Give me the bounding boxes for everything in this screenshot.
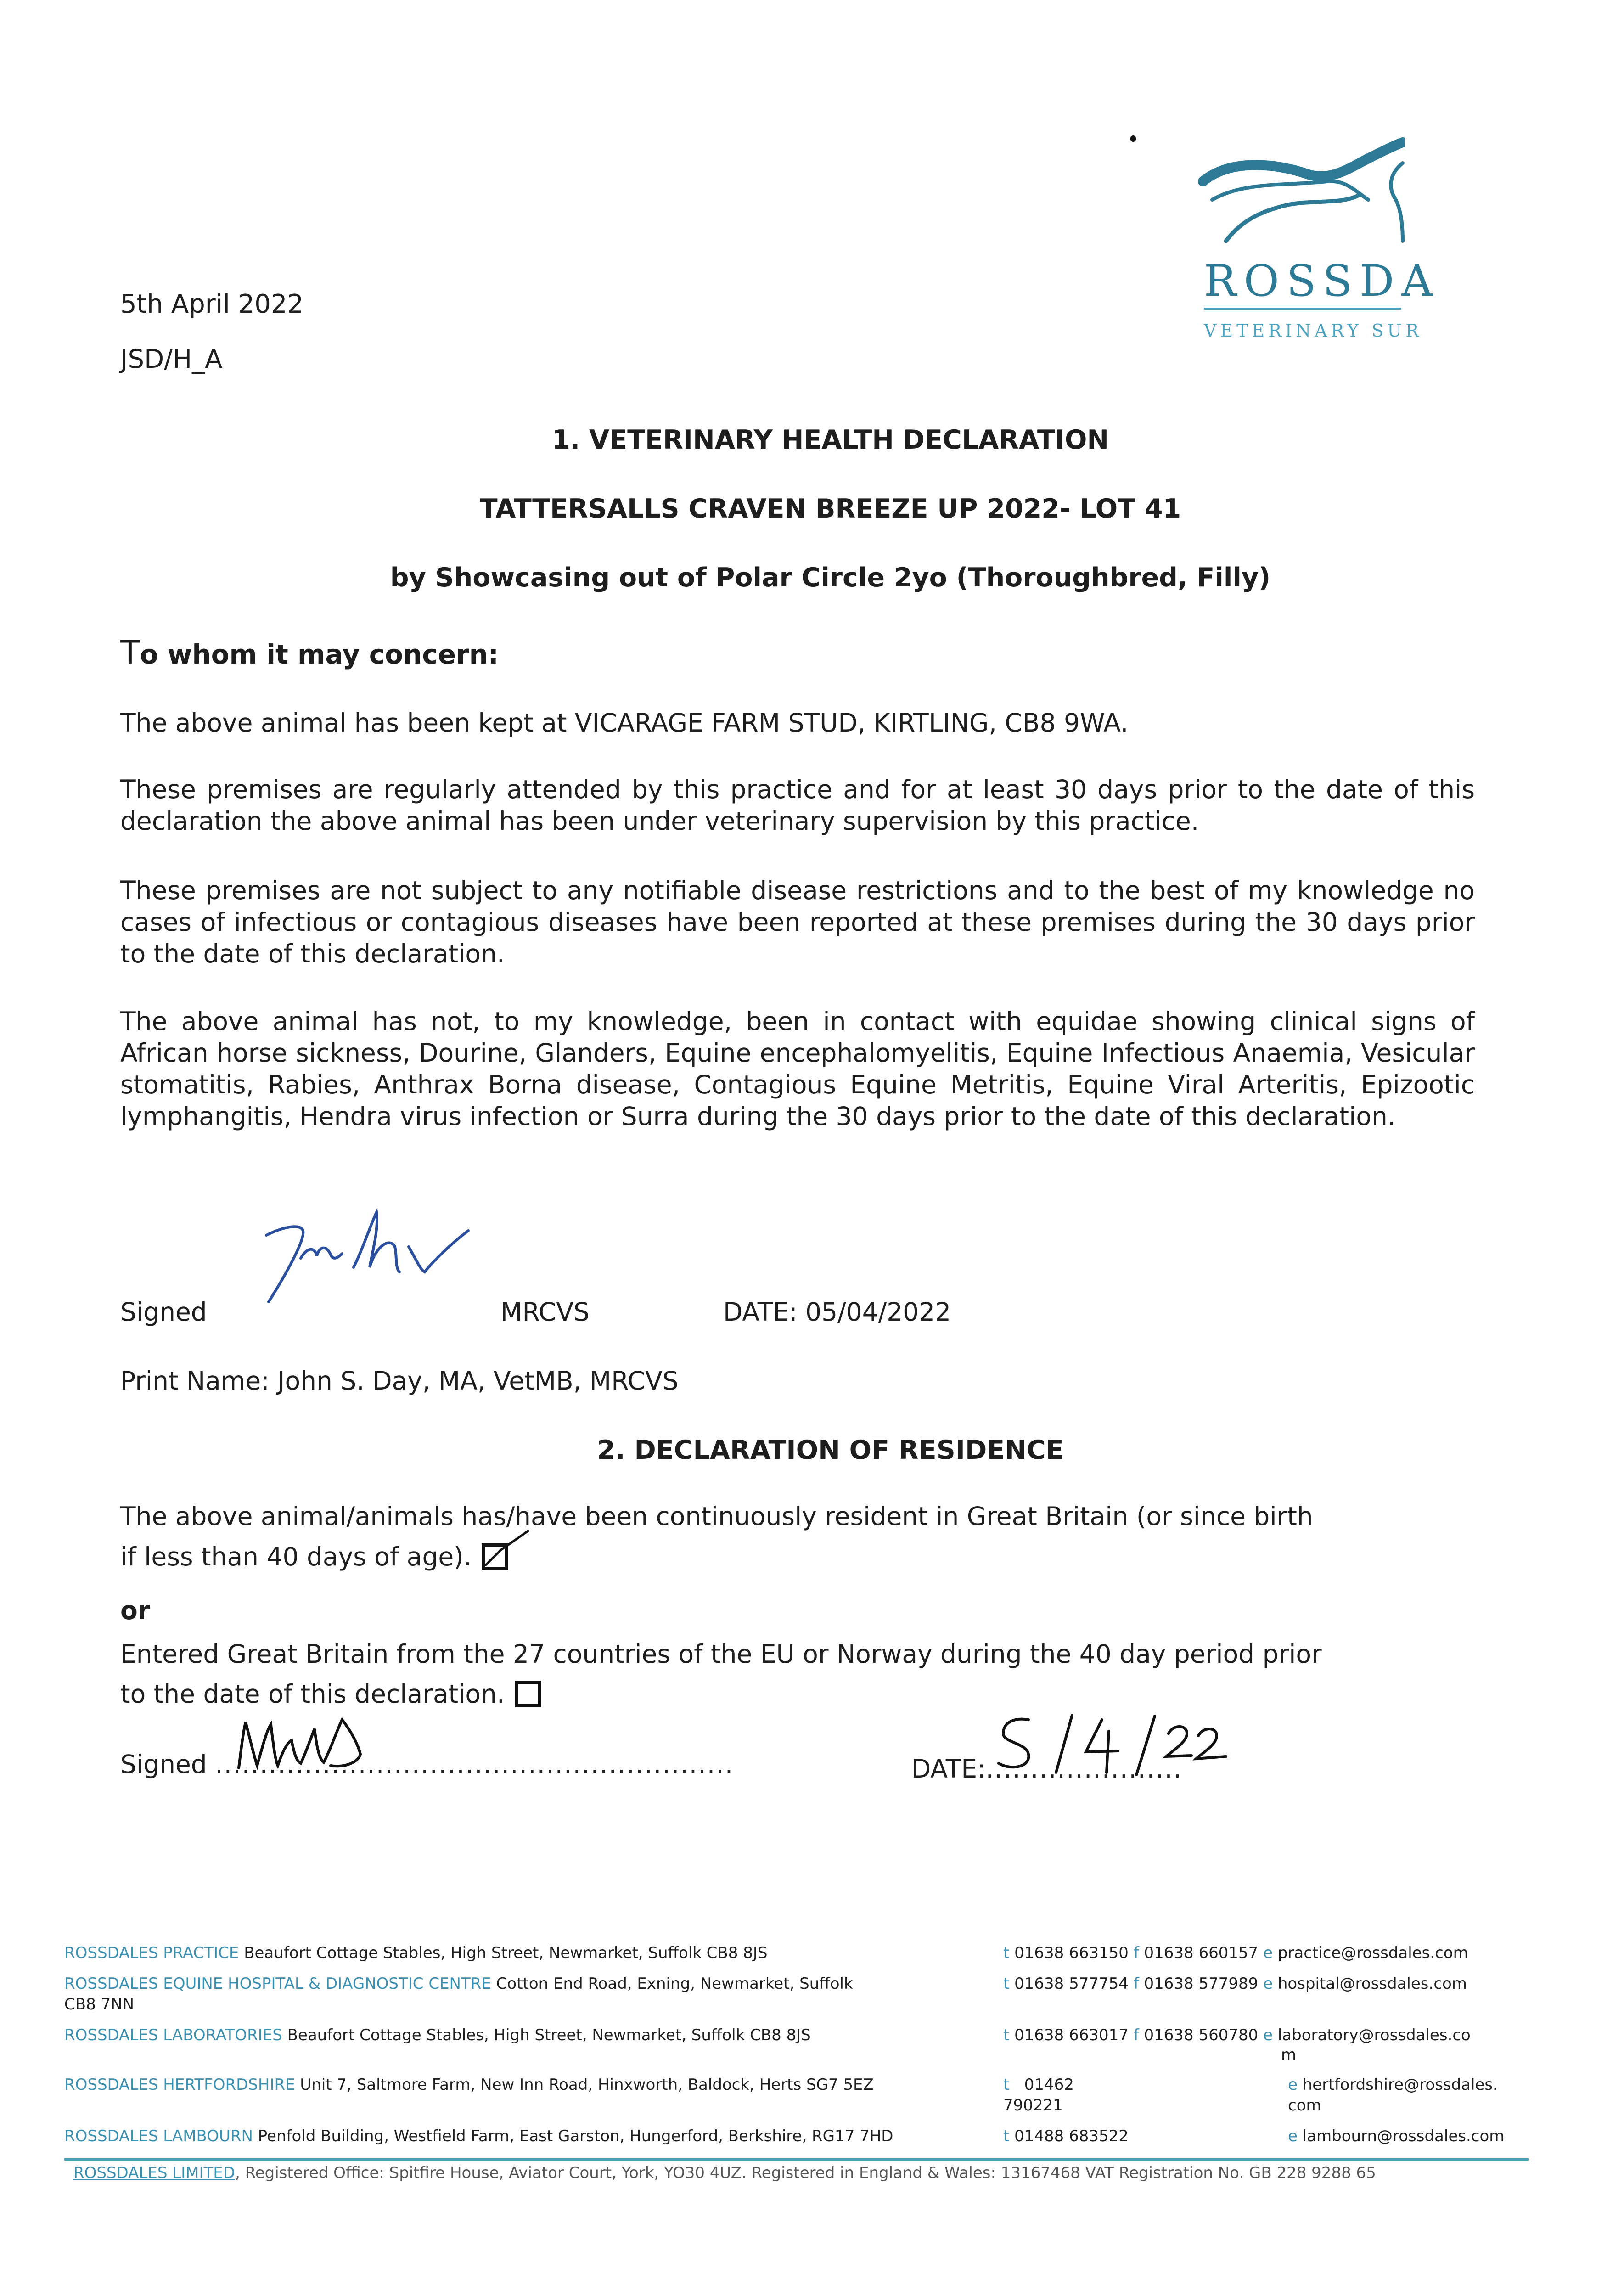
- section1-title: 1. VETERINARY HEALTH DECLARATION: [551, 425, 1109, 455]
- paragraph-restrictions: These premises are not subject to any notifiable disease restrictions and to the best of my knowledge no cases of infectious or contagious diseases have been reported at these premises during the 30 days prior to the date of this declaration.: [120, 876, 1475, 968]
- checkmark-icon: [482, 1526, 533, 1572]
- scan-speck: [1130, 135, 1136, 142]
- residence-signed-dots: ..........................................................: [215, 1750, 734, 1779]
- email-label: e: [1288, 2076, 1298, 2094]
- footer-practice-phone: 01638 663150: [1014, 1944, 1129, 1962]
- option1-checkbox[interactable]: [482, 1543, 508, 1570]
- footer-lambourn-phone: 01488 683522: [1014, 2127, 1129, 2145]
- handwritten-date: [992, 1711, 1231, 1779]
- footer-hertfordshire-phone: 01462: [1024, 2076, 1074, 2094]
- footer-row-lambourn: [64, 2127, 893, 2145]
- residence-signed-label: Signed: [120, 1750, 207, 1779]
- registered-office: [73, 2164, 1376, 2182]
- footer-hertfordshire-email2: com: [1288, 2096, 1321, 2115]
- footer-laboratories-phone: 01638 663017: [1014, 2026, 1129, 2044]
- footer-contact-practice: [1003, 1944, 1468, 1962]
- registered-brand: ROSSDALES LIMITED: [73, 2164, 235, 2182]
- email-label: e: [1263, 1975, 1273, 1993]
- letter-reference: JSD/H_A: [120, 344, 223, 374]
- footer-laboratories-address: Beaufort Cottage Stables, High Street, Newmarket, Suffolk CB8 8JS: [287, 2026, 811, 2044]
- fax-label: f: [1133, 1975, 1139, 1993]
- phone-label: t: [1003, 1944, 1010, 1962]
- phone-label: t: [1003, 2026, 1010, 2044]
- footer-hospital-address: Cotton End Road, Exning, Newmarket, Suffolk: [496, 1975, 853, 1993]
- vet-signature: [257, 1203, 478, 1309]
- residence-option2-line2: to the date of this declaration.: [120, 1679, 505, 1709]
- or-separator: or: [120, 1596, 150, 1625]
- footer-row-practice: [64, 1944, 767, 1962]
- footer-practice-address: Beaufort Cottage Stables, High Street, Newmarket, Suffolk CB8 8JS: [244, 1944, 768, 1962]
- footer-laboratories-email2: m: [1281, 2046, 1297, 2064]
- footer-contact-hertfordshire-email: [1288, 2076, 1498, 2094]
- print-name: Print Name: John S. Day, MA, VetMB, MRCVS: [120, 1366, 679, 1396]
- email-label: e: [1263, 2026, 1273, 2044]
- footer-laboratories-name: ROSSDALES LABORATORIES: [64, 2026, 282, 2044]
- footer-contact-laboratories: [1003, 2026, 1471, 2044]
- footer-laboratories-fax: 01638 560780: [1144, 2026, 1259, 2044]
- fax-label: f: [1133, 2026, 1139, 2044]
- footer-practice-name: ROSSDALES PRACTICE: [64, 1944, 239, 1962]
- phone-label: t: [1003, 1975, 1010, 1993]
- residence-signature: [232, 1708, 388, 1777]
- mrcvs-label: MRCVS: [500, 1297, 590, 1327]
- footer-practice-fax: 01638 660157: [1144, 1944, 1259, 1962]
- residence-signed-wrap: [120, 1750, 734, 1779]
- signed-label: Signed: [120, 1297, 207, 1327]
- footer-hertfordshire-name: ROSSDALES HERTFORDSHIRE: [64, 2076, 295, 2094]
- footer-contact-hospital: [1003, 1975, 1467, 1993]
- footer-hertfordshire-address: Unit 7, Saltmore Farm, New Inn Road, Hinxworth, Baldock, Herts SG7 5EZ: [300, 2076, 874, 2094]
- footer-lambourn-email[interactable]: lambourn@rossdales.com: [1302, 2127, 1505, 2145]
- phone-label: t: [1003, 2127, 1010, 2145]
- footer-row-hertfordshire: [64, 2076, 874, 2094]
- email-label: e: [1263, 1944, 1273, 1962]
- footer-rule: [64, 2158, 1529, 2161]
- paragraph-premises: The above animal has been kept at VICARAGE FARM STUD, KIRTLING, CB8 9WA.: [120, 708, 1129, 737]
- salutation-rest: o whom it may concern:: [140, 639, 499, 670]
- paragraph-supervision: These premises are regularly attended by this practice and for at least 30 days prior to the date of this declaration the above animal has been under veterinary supervision by this practice.: [120, 775, 1475, 836]
- residence-date-label: DATE:: [911, 1754, 986, 1784]
- footer-hertfordshire-email[interactable]: hertfordshire@rossdales.: [1302, 2076, 1498, 2094]
- logo-subtitle: VETERINARY SUR: [1204, 321, 1422, 341]
- paragraph-contact: The above animal has not, to my knowledge, been in contact with equidae showing clinical signs of African horse sickness, Dourine, Glanders, Equine encephalomyelitis, Equine Infectious Anaemia, Vesicular stomatitis, Rabies, Anthrax Borna disease, Contagious Equine Metritis, Equine Viral Arteritis, Epizootic lymphangitis, Hendra virus infection or Surra during the 30 days prior to the date of this declaration.: [120, 1007, 1475, 1131]
- residence-date-dots: ......................: [985, 1754, 1183, 1784]
- residence-option1-line1: The above animal/animals has/have been continuously resident in Great Britain (or since birth: [120, 1502, 1313, 1531]
- footer-hertfordshire-phone2: 790221: [1003, 2096, 1063, 2115]
- footer-row-hospital: [64, 1975, 853, 1993]
- option2-checkbox[interactable]: [515, 1681, 541, 1707]
- residence-option1-line2: if less than 40 days of age).: [120, 1542, 472, 1571]
- footer-lambourn-address: Penfold Building, Westfield Farm, East Garston, Hungerford, Berkshire, RG17 7HD: [258, 2127, 893, 2145]
- residence-option2-line1: Entered Great Britain from the 27 countries of the EU or Norway during the 40 day period prior: [120, 1639, 1322, 1669]
- footer-hospital-address2: CB8 7NN: [64, 1995, 135, 2014]
- footer-row-laboratories: [64, 2026, 811, 2044]
- registered-text: , Registered Office: Spitfire House, Aviator Court, York, YO30 4UZ. Registered in England & Wales: 13167468 VAT Registration No. GB 228 9288 65: [235, 2164, 1376, 2182]
- footer-contact-lambourn-phone: [1003, 2127, 1129, 2145]
- footer-contact-lambourn-email: [1288, 2127, 1504, 2145]
- footer-contact-hertfordshire-phone: [1003, 2076, 1074, 2094]
- logo-rule: [1204, 308, 1401, 310]
- animal-description: by Showcasing out of Polar Circle 2yo (Thoroughbred, Filly): [390, 563, 1271, 593]
- email-label: e: [1288, 2127, 1298, 2145]
- letter-date: 5th April 2022: [120, 289, 304, 319]
- fax-label: f: [1133, 1944, 1139, 1962]
- rossdales-horse-logo-icon: [1194, 131, 1405, 250]
- footer-hospital-fax: 01638 577989: [1144, 1975, 1259, 1993]
- footer-hospital-email[interactable]: hospital@rossdales.com: [1277, 1975, 1467, 1993]
- event-title: TATTERSALLS CRAVEN BREEZE UP 2022- LOT 41: [479, 494, 1181, 524]
- footer-practice-email[interactable]: practice@rossdales.com: [1277, 1944, 1468, 1962]
- logo-wordmark: ROSSDA: [1204, 256, 1440, 306]
- footer-laboratories-email[interactable]: laboratory@rossdales.co: [1277, 2026, 1471, 2044]
- footer-lambourn-name: ROSSDALES LAMBOURN: [64, 2127, 253, 2145]
- declaration-date: DATE: 05/04/2022: [723, 1297, 951, 1327]
- salutation-initial: T: [120, 634, 140, 671]
- residence-option1-line2-wrap: [120, 1542, 508, 1571]
- footer-hospital-name: ROSSDALES EQUINE HOSPITAL & DIAGNOSTIC CENTRE: [64, 1975, 491, 1993]
- section2-title: 2. DECLARATION OF RESIDENCE: [597, 1435, 1064, 1465]
- residence-option2-line2-wrap: [120, 1679, 541, 1709]
- salutation: [120, 634, 499, 671]
- phone-label: t: [1003, 2076, 1010, 2094]
- footer-hospital-phone: 01638 577754: [1014, 1975, 1129, 1993]
